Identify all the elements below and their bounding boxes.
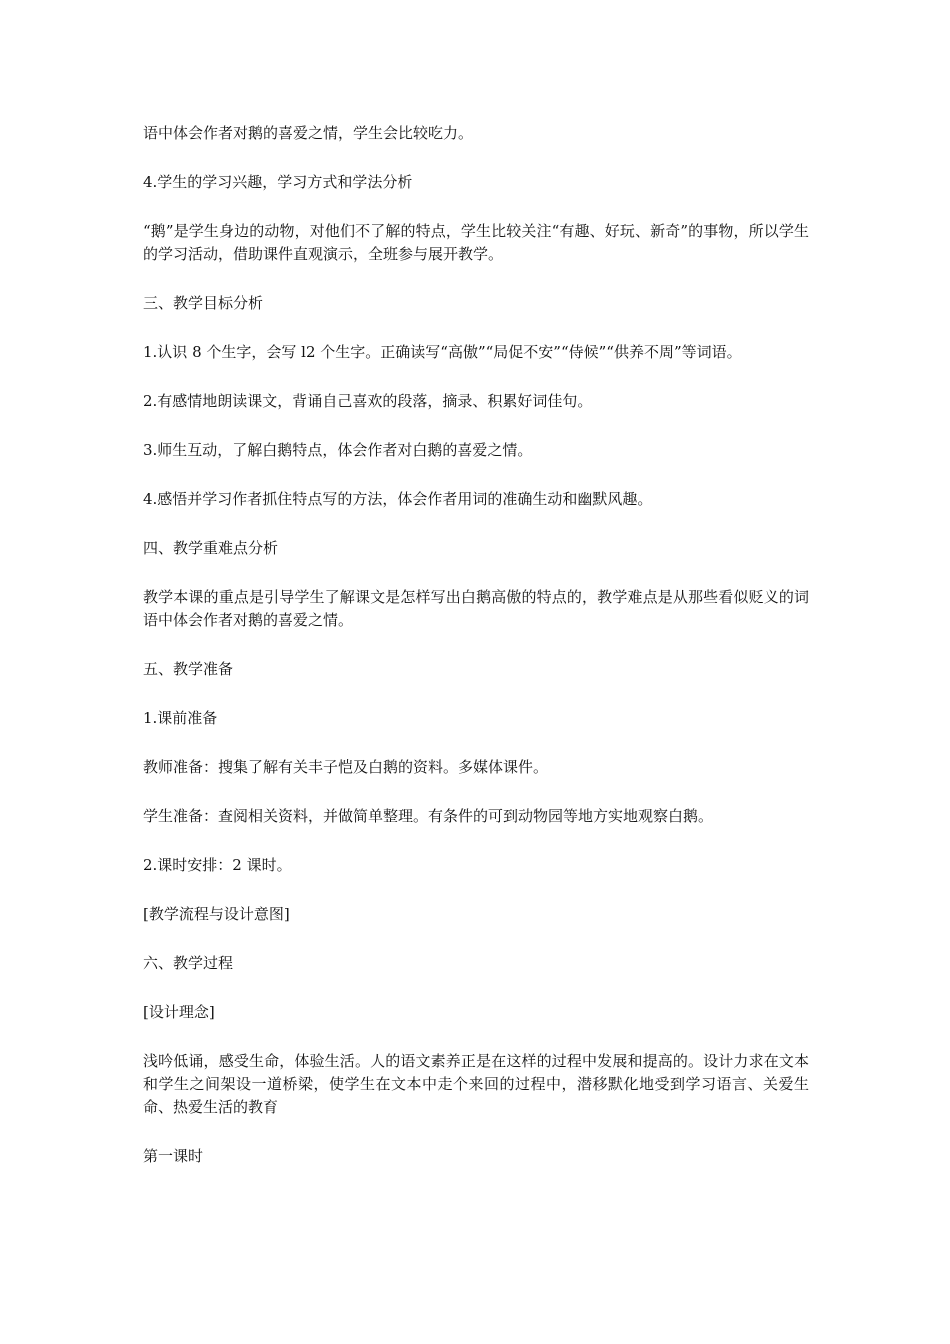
- paragraph-continuation: 语中体会作者对鹅的喜爱之情，学生会比较吃力。: [143, 124, 474, 142]
- subheading-schedule: 2.课时安排：2 课时。: [143, 856, 292, 874]
- paragraph-learning-analysis: “鹅”是学生身边的动物，对他们不了解的特点，学生比较关注“有趣、好玩、新奇”的事物，所以学生的学习活动，借助课件直观演示，全班参与展开教学。: [143, 222, 809, 263]
- section-heading-teaching-goals: 三、教学目标分析: [143, 294, 264, 312]
- goal-item-2: 2.有感情地朗读课文，背诵自己喜欢的段落，摘录、积累好词佳句。: [143, 392, 593, 410]
- bracket-heading-concept: [设计理念]: [143, 1003, 215, 1021]
- subheading-learning-interest: 4.学生的学习兴趣，学习方式和学法分析: [143, 173, 413, 191]
- paragraph-teacher-prep: 教师准备：搜集了解有关丰子恺及白鹅的资料。多媒体课件。: [143, 758, 549, 776]
- bracket-heading-flow: [教学流程与设计意图]: [143, 905, 290, 923]
- goal-item-4: 4.感悟并学习作者抓住特点写的方法，体会作者用词的准确生动和幽默风趣。: [143, 490, 653, 508]
- section-heading-preparation: 五、教学准备: [143, 660, 234, 678]
- paragraph-student-prep: 学生准备：查阅相关资料，并做简单整理。有条件的可到动物园等地方实地观察白鹅。: [143, 807, 714, 825]
- document-page: [143, 122, 809, 1194]
- heading-first-lesson: 第一课时: [143, 1147, 204, 1165]
- section-heading-process: 六、教学过程: [143, 954, 234, 972]
- paragraph-key-points: 教学本课的重点是引导学生了解课文是怎样写出白鹅高傲的特点的，教学难点是从那些看似贬义的词语中体会作者对鹅的喜爱之情。: [143, 588, 809, 629]
- goal-item-1: 1.认识 8 个生字，会写 l2 个生字。正确读写“高傲”“局促不安”“侍候”“供养不周”等词语。: [143, 343, 742, 361]
- subheading-pre-class: 1.课前准备: [143, 709, 218, 727]
- paragraph-design-concept: 浅吟低诵，感受生命，体验生活。人的语文素养正是在这样的过程中发展和提高的。设计力求在文本和学生之间架设一道桥梁，使学生在文本中走个来回的过程中，潜移默化地受到学习语言、关爱生命、热爱生活的教育: [143, 1052, 809, 1116]
- goal-item-3: 3.师生互动，了解白鹅特点，体会作者对白鹅的喜爱之情。: [143, 441, 533, 459]
- section-heading-key-points: 四、教学重难点分析: [143, 539, 279, 557]
